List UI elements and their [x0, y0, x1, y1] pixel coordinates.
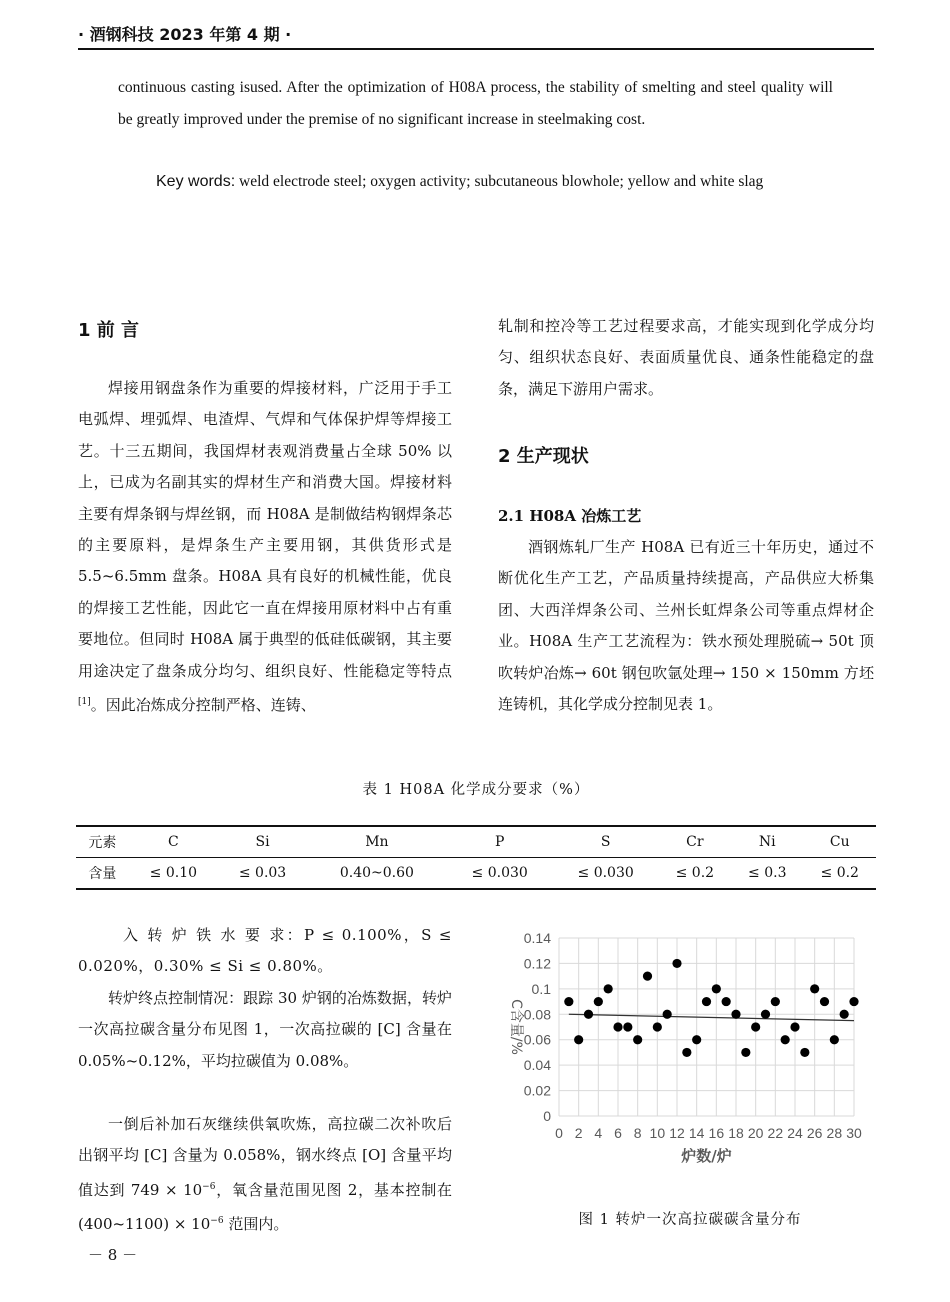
trendline [569, 1014, 854, 1020]
x-tick-label: 22 [767, 1125, 784, 1141]
x-tick-label: 30 [846, 1125, 862, 1141]
x-tick-label: 10 [649, 1125, 666, 1141]
paragraph-reblow [78, 1109, 452, 1241]
figure-1-caption: 图 1 转炉一次高拉碳碳含量分布 [578, 1212, 802, 1228]
data-point [574, 1035, 583, 1044]
x-tick-label: 28 [826, 1125, 843, 1141]
section-2-title: 2 生产现状 [498, 446, 589, 467]
data-point [653, 1022, 662, 1031]
x-tick-label: 18 [728, 1125, 744, 1141]
y-tick-label: 0.02 [523, 1082, 551, 1099]
table-header-cell: Cu [803, 826, 876, 858]
data-point [731, 1010, 740, 1019]
data-point [633, 1035, 642, 1044]
x-tick-label: 2 [574, 1125, 583, 1141]
reblow-text-c: 范围内。 [223, 1215, 289, 1234]
section-1-text: 焊接用钢盘条作为重要的焊接材料，广泛用于手工电弧焊、埋弧焊、电渣焊、气焊和气体保护焊等焊接工艺。十三五期间，我国焊材表观消费量占全球 50% 以上，已成为名副其实的焊材生产和消费大国。焊接材料主要有焊条钢与焊丝钢，而 H08A 是制做结构钢焊条芯的主要原料，是焊条生产主要用钢，其供货形式是 5.5~6.5mm 盘条。H08A 具有良好的机械性能，优良的焊接工艺性能，因此它一直在焊接用原材料中占有重要地位。但同时 H08A 属于典型的低硅低碳钢，其主要用途决定了盘条成分均匀、组织良好、性能稳定等特点 [78, 379, 452, 680]
x-tick-label: 6 [614, 1125, 622, 1141]
data-point [594, 997, 603, 1006]
data-point [604, 984, 613, 993]
x-tick-label: 12 [669, 1125, 685, 1141]
y-tick-label: 0.06 [523, 1031, 551, 1048]
data-point [623, 1022, 632, 1031]
keywords-text: weld electrode steel; oxygen activity; subcutaneous blowhole; yellow and white slag [239, 173, 764, 190]
section-1-title: 1 前 言 [78, 320, 140, 341]
y-tick-label: 0.08 [523, 1006, 551, 1023]
x-tick-label: 16 [708, 1125, 725, 1141]
section-1-paragraph-continued: 轧制和控冷等工艺过程要求高，才能实现到化学成分均匀、组织状态良好、表面质量优良、通条性能稳定的盘条，满足下游用户需求。 [498, 317, 874, 398]
journal-header [78, 20, 874, 50]
table-cell: ≤ 0.030 [553, 858, 659, 890]
data-point [800, 1048, 809, 1057]
x-axis-title: 炉数/炉 [681, 1147, 732, 1165]
citation-1: [1] [78, 697, 91, 708]
data-point [692, 1035, 701, 1044]
subsection-2-1-title: 2.1 H08A 冶炼工艺 [498, 507, 642, 525]
y-tick-label: 0.14 [523, 930, 551, 946]
table-header-cell: Si [218, 826, 307, 858]
reblow-text-a: 一倒后补加石灰继续供氧吹炼，高拉碳二次补吹后出钢平均 [C] 含量为 0.058%，钢水终点 [O] 含量平均值达到 749 × 10 [78, 1115, 452, 1199]
paragraph-endpoint-control: 转炉终点控制情况：跟踪 30 炉钢的冶炼数据，转炉一次高拉碳含量分布见图 1，一次高拉碳的 [C] 含量在 0.05%~0.12%，平均拉碳值为 0.08%。 [78, 989, 452, 1070]
abstract-english-text: continuous casting isused. After the optimization of H08A process, the stability of smelting and steel quality will be greatly improved under the premise of no significant increase in steelmaking cost. [118, 79, 833, 128]
data-point [722, 997, 731, 1006]
keywords-line [118, 166, 833, 198]
page-number: － 8 － [88, 1246, 138, 1264]
data-point [830, 1035, 839, 1044]
figure-1-scatter-chart [492, 920, 872, 1190]
data-point [741, 1048, 750, 1057]
table-1-caption: 表 1 H08A 化学成分要求（%） [362, 782, 590, 798]
table-header-cell: Ni [731, 826, 803, 858]
x-tick-label: 20 [747, 1125, 764, 1141]
data-point [672, 959, 681, 968]
data-point [790, 1022, 799, 1031]
table-row [76, 858, 876, 890]
x-tick-label: 4 [594, 1125, 603, 1141]
table-cell: ≤ 0.10 [129, 858, 218, 890]
section-1-paragraph [78, 373, 452, 721]
section-1-text-tail: 。因此冶炼成分控制严格、连铸、 [90, 696, 316, 715]
data-point [781, 1035, 790, 1044]
data-point [584, 1010, 593, 1019]
table-cell: ≤ 0.03 [218, 858, 307, 890]
y-tick-label: 0 [543, 1108, 551, 1124]
data-point [761, 1010, 770, 1019]
x-tick-label: 8 [633, 1125, 642, 1141]
y-tick-label: 0.12 [523, 955, 551, 972]
data-point [810, 984, 819, 993]
data-point [564, 997, 573, 1006]
table-header-cell: Mn [307, 826, 447, 858]
table-cell: ≤ 0.3 [731, 858, 803, 890]
data-point [613, 1022, 622, 1031]
table-header-cell: Cr [659, 826, 731, 858]
x-tick-label: 24 [787, 1125, 803, 1141]
table-header-row [76, 826, 876, 858]
table-cell: 含量 [76, 858, 129, 890]
data-point [751, 1022, 760, 1031]
x-tick-label: 26 [806, 1125, 823, 1141]
data-point [712, 984, 721, 993]
y-tick-label: 0.1 [531, 980, 551, 997]
table-cell: ≤ 0.2 [803, 858, 876, 890]
table-header-cell: S [553, 826, 659, 858]
keywords-label: Key words: [156, 173, 236, 190]
data-point [702, 997, 711, 1006]
y-tick-label: 0.04 [523, 1057, 551, 1074]
superscript: −6 [202, 1181, 216, 1192]
x-tick-label: 14 [688, 1125, 705, 1141]
paragraph-hot-metal-requirements: 入 转 炉 铁 水 要 求：P ≤ 0.100%，S ≤ 0.020%，0.30% ≤ Si ≤ 0.80%。 [78, 926, 452, 976]
table-header-cell: 元素 [76, 826, 129, 858]
table-cell: 0.40~0.60 [307, 858, 447, 890]
y-axis-title: C含量/% [508, 999, 524, 1055]
data-point [820, 997, 829, 1006]
reblow-text-b: ，氧含量范围见图 2，基本控制在 (400~1100) × 10 [78, 1180, 452, 1234]
data-point [643, 972, 652, 981]
table-cell: ≤ 0.2 [659, 858, 731, 890]
x-tick-label: 0 [555, 1125, 563, 1141]
superscript: −6 [210, 1216, 224, 1227]
journal-title: · 酒钢科技 2023 年第 4 期 · [78, 25, 292, 44]
data-point [849, 997, 858, 1006]
data-point [682, 1048, 691, 1057]
table-header-cell: C [129, 826, 218, 858]
data-point [663, 1010, 672, 1019]
table-cell: ≤ 0.030 [447, 858, 553, 890]
table-header-cell: P [447, 826, 553, 858]
data-point [840, 1010, 849, 1019]
table-1-chemical-composition [76, 825, 876, 890]
data-point [771, 997, 780, 1006]
subsection-2-1-paragraph: 酒钢炼轧厂生产 H08A 已有近三十年历史，通过不断优化生产工艺，产品质量持续提高，产品供应大桥集团、大西洋焊条公司、兰州长虹焊条公司等重点焊材企业。H08A 生产工艺流程为：铁水预处理脱硫→ 50t 顶吹转炉冶炼→ 60t 钢包吹氩处理→ 150 × 150mm 方坯连铸机，其化学成分控制见表 1。 [498, 538, 874, 714]
